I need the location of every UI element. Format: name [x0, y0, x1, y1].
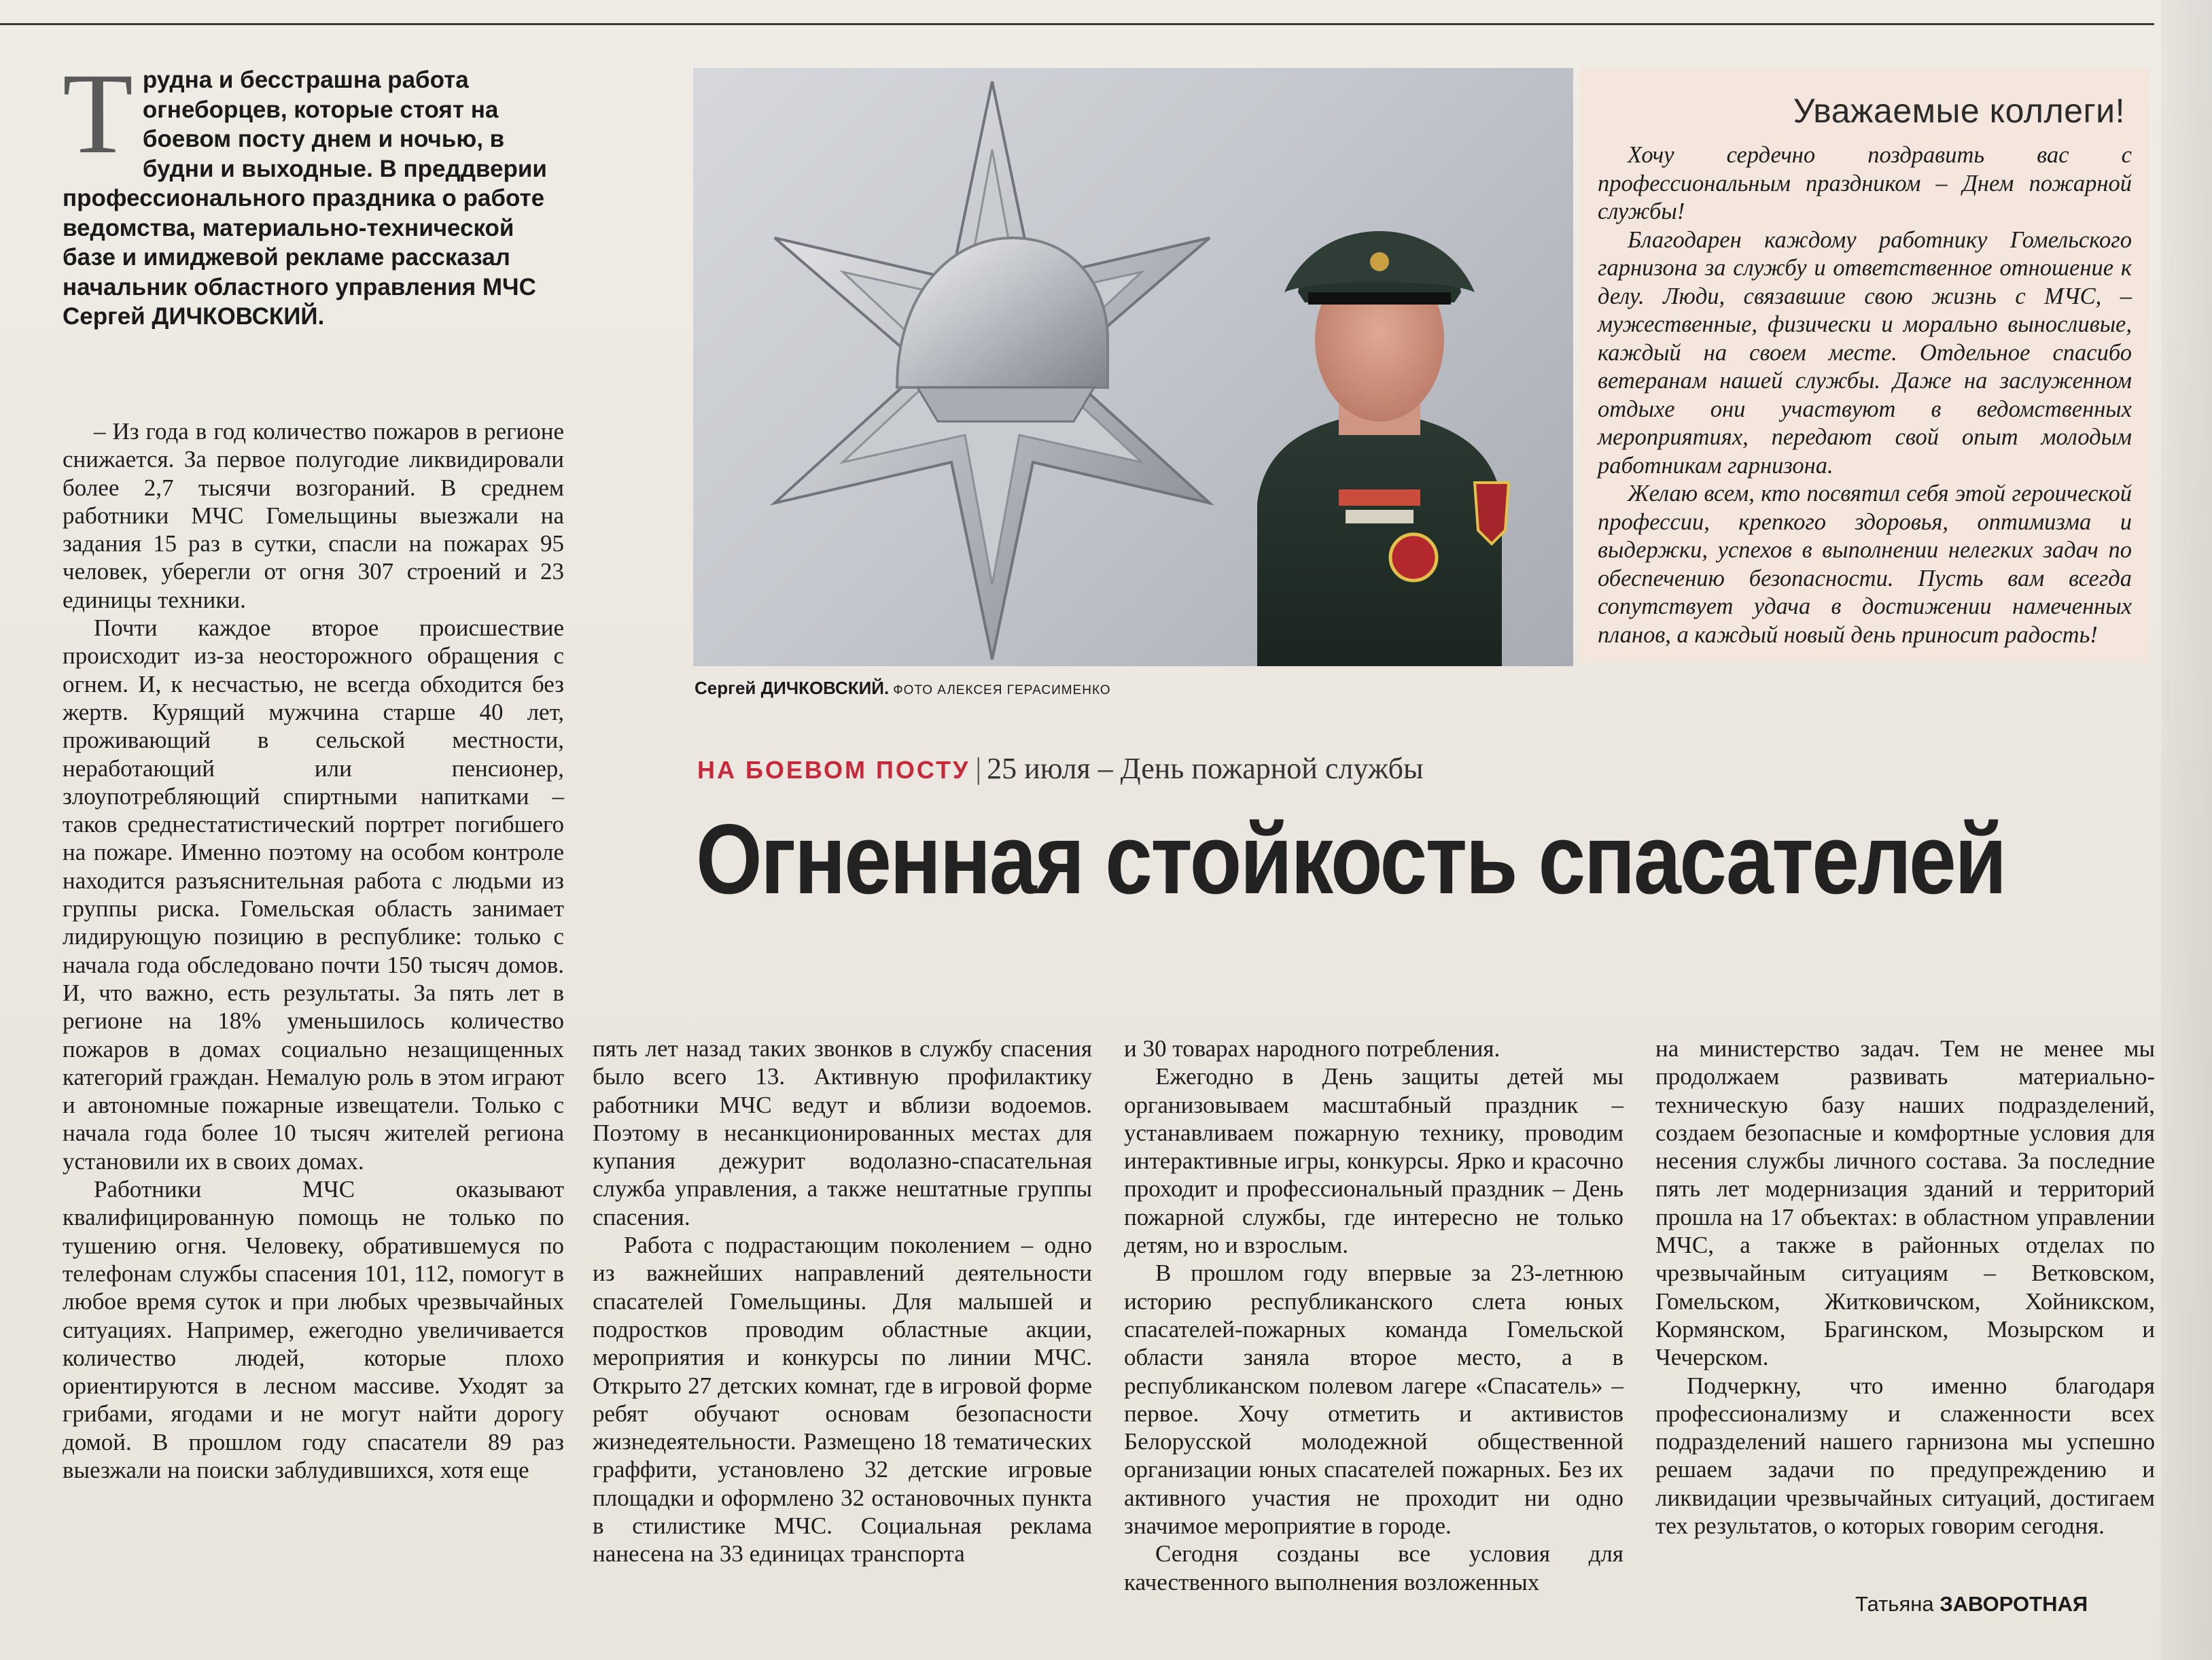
- body-paragraph: В прошлом году впервые за 23-летнюю историю республиканского слета юных спасателей-пожарных команда Гомельской области заняла второе место, а в республиканском полевом лагере «Спасатель» – первое. Хочу отметить и активистов Белорусской молодежной общественной организации юных спасателей пожарных. Без их активного участия не проходит ни одно значимое мероприятие в городе.: [1124, 1260, 1623, 1540]
- body-paragraph: – Из года в год количество пожаров в регионе снижается. За первое полугодие ликвидировали более 2,7 тысячи возгораний. В среднем работники МЧС Гомельщины выезжали на задания 15 раз в сутки, спасли на пожарах 95 человек, уберегли от огня 307 строений и 23 единицы техники.: [63, 418, 564, 613]
- article-column-4: [1655, 1035, 2155, 1540]
- article-lead: [63, 50, 572, 332]
- headline: Огненная стойкость спасателей: [696, 803, 2005, 914]
- officer-figure: [1257, 231, 1509, 666]
- greeting-title: Уважаемые коллеги!: [1793, 92, 2125, 130]
- greeting-paragraph: Благодарен каждому работнику Гомельского гарнизона за службу и ответственное отношение к делу. Люди, связавшие свою жизнь с МЧС, – мужественные, физически и морально выносливые, каждый на своем месте. Отдельное спасибо ветеранам нашей службы. Даже на заслуженном отдыхе они участвуют в ведомственных мероприятиях, передают свой опыт молодым работникам гарнизона.: [1598, 226, 2132, 479]
- rubric-subtitle: 25 июля – День пожарной службы: [987, 752, 1424, 785]
- photo-illustration: [693, 68, 1573, 666]
- body-paragraph: и 30 товарах народного потребления.: [1124, 1035, 1500, 1062]
- body-paragraph: Ежегодно в День защиты детей мы организовываем масштабный праздник – устанавливаем пожарную технику, проводим интерактивные игры, конкурсы. Ярко и красочно проходит и профессиональный праздник – День пожарной службы, где интересно не только детям, но и взрослым.: [1124, 1063, 1623, 1259]
- page-edge-shadow: [2161, 0, 2212, 1660]
- rubric-tag: НА БОЕВОМ ПОСТУ: [697, 756, 970, 784]
- body-paragraph: Работники МЧС оказывают квалифицированную помощь не только по тушению огня. Человеку, обратившемуся по телефонам службы спасения 101, 112, помогут в любое время суток и при любых чрезвычайных ситуациях. Например, ежегодно увеличивается количество людей, которые плохо ориентируются в лесном массиве. Уходят за грибами, ягодами и не могут найти дорогу домой. В прошлом году спасатели 89 раз выезжали на поиски заблудившихся, хотя еще: [63, 1176, 564, 1483]
- body-paragraph: Почти каждое второе происшествие происходит из-за неосторожного обращения с огнем. И, к несчастью, не всегда обходится без жертв. Курящий мужчина старше 40 лет, проживающий в сельской местности, неработающий или пенсионер, злоупотребляющий спиртными напитками – таков среднестатистический портрет погибшего на пожаре. Именно поэтому на особом контроле находится разъяснительная работа с людьми из группы риска. Гомельская область занимает лидирующую позицию в республике: только с начала года обследовано почти 150 тысяч домов. И, что важно, есть результаты. За пять лет в регионе на 18% уменьшилось количество пожаров в домах социально незащищенных категорий граждан. Немалую роль в этом играют и автономные пожарные извещатели. Только с начала года более 10 тысяч жителей региона установили их в своих домах.: [63, 615, 564, 1175]
- body-paragraph: на министерство задач. Тем не менее мы продолжаем развивать материально-техническую базу наших подразделений, создаем безопасные и комфортные условия для несения службы личного состава. За последние пять лет модернизация зданий и территорий прошла на 17 объектах: в областном управлении МЧС, а также в районных отделах по чрезвычайным ситуациям – Ветковском, Гомельском, Житковичском, Хойникском, Кормянском, Брагинском, Мозырском и Чечерском.: [1655, 1035, 2155, 1371]
- article-column-1: [63, 417, 564, 1484]
- top-rule: [0, 23, 2154, 25]
- photo-caption: [695, 678, 1306, 699]
- lead-text: рудна и бесстрашна работа огнеборцев, которые стоят на боевом посту днем и ночью, в будни и выходные. В преддверии профессионального праздника о работе ведомства, материально-технической базе и имиджевой рекламе рассказал начальник областного управления МЧС Сергей ДИЧКОВСКИЙ.: [63, 67, 547, 330]
- caption-credit: ФОТО АЛЕКСЕЯ ГЕРАСИМЕНКО: [893, 683, 1111, 697]
- rubric-line: [697, 751, 1424, 786]
- article-column-2: [593, 1035, 1092, 1568]
- caption-name: Сергей ДИЧКОВСКИЙ.: [695, 678, 890, 698]
- rubric-separator: |: [975, 752, 982, 785]
- body-paragraph: Подчеркну, что именно благодаря профессионализму и слаженности всех подразделений нашего гарнизона мы успешно решаем задачи по предупреждению и ликвидации чрезвычайных ситуаций, достигаем тех результатов, о которых говорим сегодня.: [1655, 1372, 2155, 1540]
- mchs-emblem-icon: [775, 82, 1210, 659]
- drop-cap: Т: [63, 50, 133, 177]
- greeting-paragraph: Желаю всем, кто посвятил себя этой героической профессии, крепкого здоровья, оптимизма и выдержки, успехов в выполнении нелегких задач по обеспечению безопасности. Пусть вам всегда сопутствует удача в достижении намеченных планов, а каждый новый день приносит радость!: [1598, 481, 2132, 648]
- greeting-box: [1580, 68, 2149, 663]
- byline-last-name: ЗАВОРОТНАЯ: [1939, 1592, 2088, 1616]
- greeting-paragraph: Хочу сердечно поздравить вас с профессиональным праздником – Днем пожарной службы!: [1598, 142, 2132, 224]
- body-paragraph: Сегодня созданы все условия для качественного выполнения возложенных: [1124, 1540, 1623, 1595]
- byline-first-name: Татьяна: [1855, 1592, 1934, 1616]
- body-paragraph: Работа с подрастающим поколением – одно из важнейших направлений деятельности спасателей Гомельщины. Для малышей и подростков проводим областные акции, мероприятия и конкурсы по линии МЧС. Открыто 27 детских комнат, где в игровой форме ребят обучают основам безопасности жизнедеятельности. Размещено 18 тематических граффити, установлено 32 детские игровые площадки и оформлено 32 остановочных пункта в стилистике МЧС. Социальная реклама нанесена на 33 единицах транспорта: [593, 1232, 1092, 1568]
- byline: [1855, 1592, 2088, 1616]
- body-paragraph: пять лет назад таких звонков в службу спасения было всего 13. Активную профилактику работники МЧС ведут и вблизи водоемов. Поэтому в несанкционированных местах для купания дежурит водолазно-спасательная служба управления, а также нештатные группы спасения.: [593, 1035, 1092, 1230]
- article-column-3: [1124, 1035, 1623, 1596]
- portrait-photo: [693, 68, 1573, 666]
